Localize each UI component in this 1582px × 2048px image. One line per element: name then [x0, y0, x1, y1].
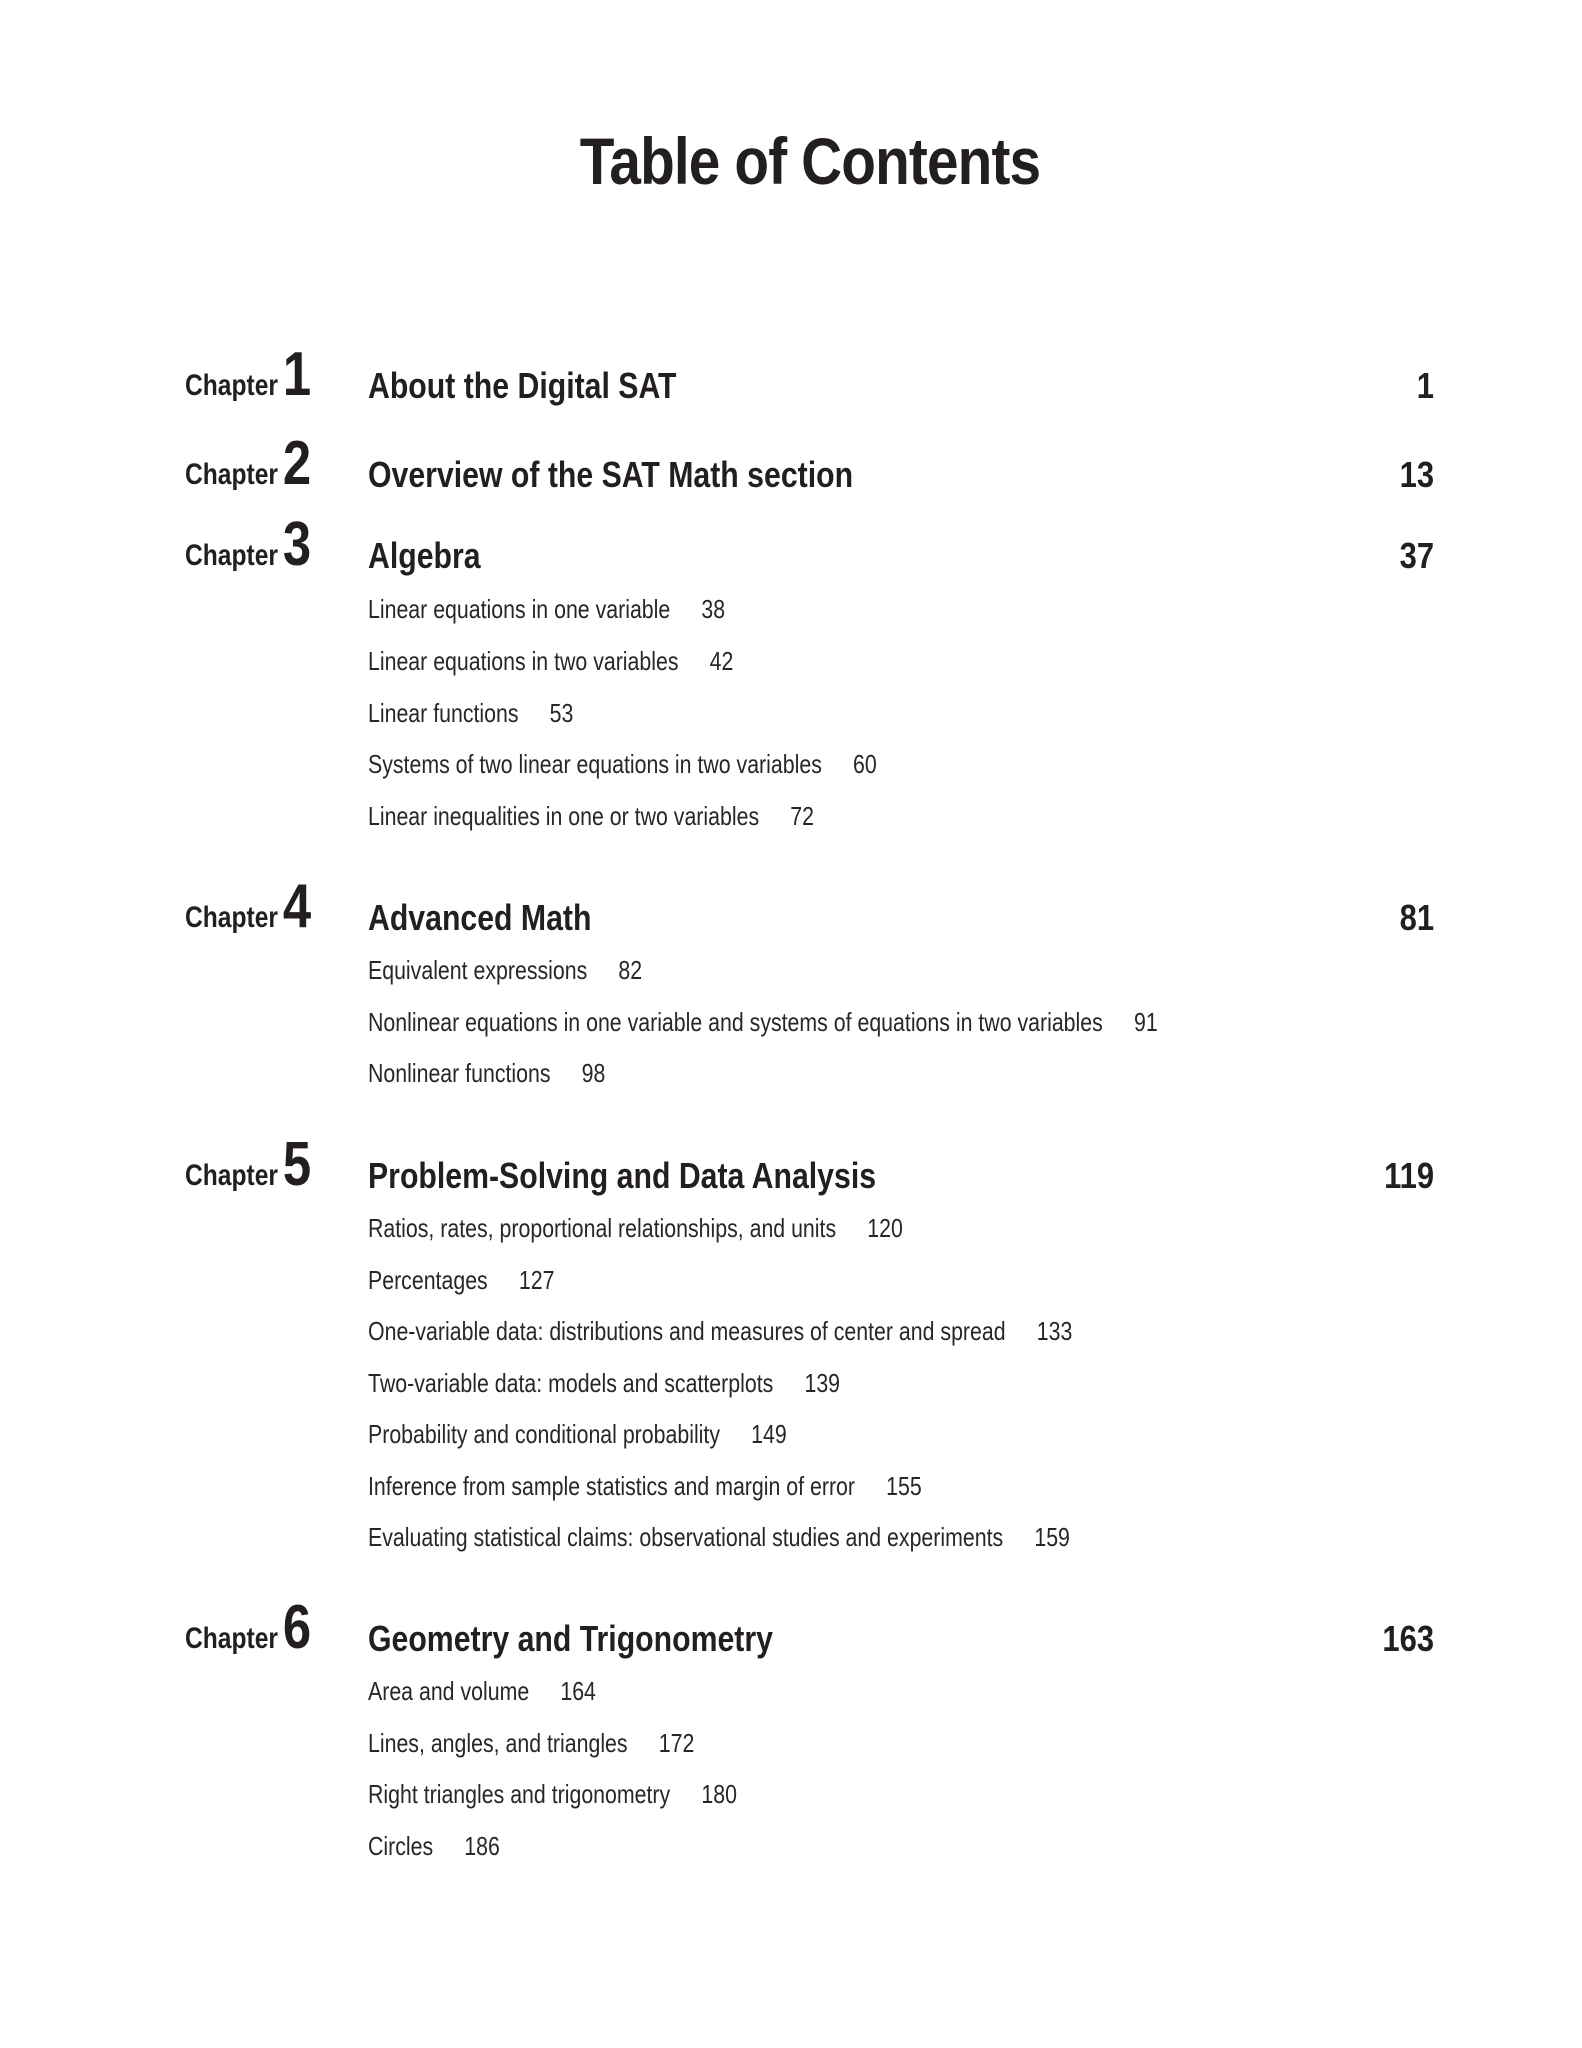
chapter-label [185, 510, 310, 579]
chapter-4-heading[interactable] [0, 872, 1582, 941]
chapter-number: 4 [282, 872, 310, 941]
chapter-page-number: 1 [1416, 365, 1434, 406]
section-title: Inference from sample statistics and margin of error [368, 1471, 856, 1501]
chapter-title: Algebra [368, 535, 481, 576]
chapter-page-number: 13 [1399, 454, 1434, 495]
chapter-2-heading[interactable] [0, 429, 1582, 498]
page-title: Table of Contents [579, 124, 1041, 198]
chapter-5-heading[interactable] [0, 1130, 1582, 1199]
section-title: Linear inequalities in one or two variables [368, 801, 760, 831]
chapter-number: 6 [282, 1593, 310, 1662]
chapter-word: Chapter [185, 1622, 278, 1655]
section-page-number: 98 [581, 1058, 606, 1088]
section-title: Ratios, rates, proportional relationships, and units [368, 1213, 837, 1243]
section-page-number: 159 [1034, 1522, 1070, 1552]
section-entry[interactable] [368, 1370, 840, 1396]
section-title: Area and volume [368, 1676, 530, 1706]
chapter-word: Chapter [185, 901, 278, 934]
section-title: Linear equations in one variable [368, 594, 671, 624]
section-entry[interactable] [368, 1215, 903, 1241]
chapter-word: Chapter [185, 539, 278, 572]
chapter-number: 2 [282, 429, 310, 498]
section-page-number: 72 [790, 801, 814, 831]
chapter-label [185, 429, 310, 498]
section-page-number: 155 [886, 1471, 922, 1501]
section-title: Nonlinear equations in one variable and systems of equations in two variables [368, 1007, 1103, 1037]
section-entry[interactable] [368, 1318, 1072, 1344]
section-entry[interactable] [368, 1267, 554, 1293]
section-page-number: 127 [518, 1265, 555, 1295]
section-page-number: 91 [1133, 1007, 1158, 1037]
section-title: Lines, angles, and triangles [368, 1728, 628, 1758]
section-title: Evaluating statistical claims: observational studies and experiments [368, 1522, 1004, 1552]
section-page-number: 149 [751, 1419, 787, 1449]
section-page-number: 60 [853, 749, 877, 779]
chapter-6-heading[interactable] [0, 1593, 1582, 1662]
section-entry[interactable] [368, 957, 642, 983]
section-page-number: 139 [804, 1368, 841, 1398]
chapter-page-number: 81 [1399, 897, 1434, 938]
section-title: Systems of two linear equations in two variables [368, 749, 822, 779]
section-title: Linear functions [368, 698, 519, 728]
section-page-number: 42 [709, 646, 734, 676]
section-page-number: 38 [701, 594, 726, 624]
section-title: Nonlinear functions [368, 1058, 551, 1088]
section-entry[interactable] [368, 1678, 596, 1704]
section-page-number: 120 [867, 1213, 903, 1243]
chapter-1-heading[interactable] [0, 340, 1582, 409]
chapter-word: Chapter [185, 458, 278, 491]
chapter-label [185, 340, 310, 409]
section-page-number: 180 [701, 1779, 737, 1809]
chapter-page-number: 119 [1384, 1155, 1434, 1196]
chapter-label [185, 872, 310, 941]
section-page-number: 133 [1036, 1316, 1073, 1346]
chapter-label [185, 1130, 310, 1199]
chapter-number: 3 [282, 510, 310, 579]
chapter-title: Geometry and Trigonometry [368, 1618, 773, 1659]
section-entry[interactable] [368, 648, 733, 674]
section-page-number: 82 [618, 955, 643, 985]
section-title: Circles [368, 1831, 434, 1861]
chapter-title: Problem-Solving and Data Analysis [368, 1155, 877, 1196]
section-entry[interactable] [368, 596, 725, 622]
section-entry[interactable] [368, 1781, 737, 1807]
chapter-page-number: 37 [1399, 535, 1434, 576]
chapter-word: Chapter [185, 1159, 278, 1192]
section-entry[interactable] [368, 1421, 787, 1447]
chapter-word: Chapter [185, 369, 278, 402]
chapter-title: About the Digital SAT [368, 365, 677, 406]
section-title: Linear equations in two variables [368, 646, 679, 676]
chapter-number: 1 [282, 340, 310, 409]
section-title: Probability and conditional probability [368, 1419, 721, 1449]
section-title: Percentages [368, 1265, 488, 1295]
section-entry[interactable] [368, 1060, 605, 1086]
section-page-number: 164 [560, 1676, 596, 1706]
section-title: One-variable data: distributions and measures of center and spread [368, 1316, 1006, 1346]
chapter-title: Overview of the SAT Math section [368, 454, 854, 495]
chapter-3-heading[interactable] [0, 510, 1582, 579]
section-page-number: 172 [658, 1728, 695, 1758]
chapter-title: Advanced Math [368, 897, 592, 938]
chapter-number: 5 [282, 1130, 310, 1199]
chapter-label [185, 1593, 310, 1662]
chapter-page-number: 163 [1382, 1618, 1434, 1659]
section-page-number: 53 [549, 698, 574, 728]
section-title: Two-variable data: models and scatterplots [368, 1368, 774, 1398]
section-entry[interactable] [368, 751, 877, 777]
section-title: Right triangles and trigonometry [368, 1779, 671, 1809]
section-entry[interactable] [368, 1730, 694, 1756]
section-page-number: 186 [464, 1831, 500, 1861]
section-entry[interactable] [368, 1473, 922, 1499]
section-entry[interactable] [368, 1009, 1158, 1035]
section-title: Equivalent expressions [368, 955, 588, 985]
section-entry[interactable] [368, 1833, 500, 1859]
section-entry[interactable] [368, 700, 573, 726]
section-entry[interactable] [368, 1524, 1070, 1550]
section-entry[interactable] [368, 803, 814, 829]
